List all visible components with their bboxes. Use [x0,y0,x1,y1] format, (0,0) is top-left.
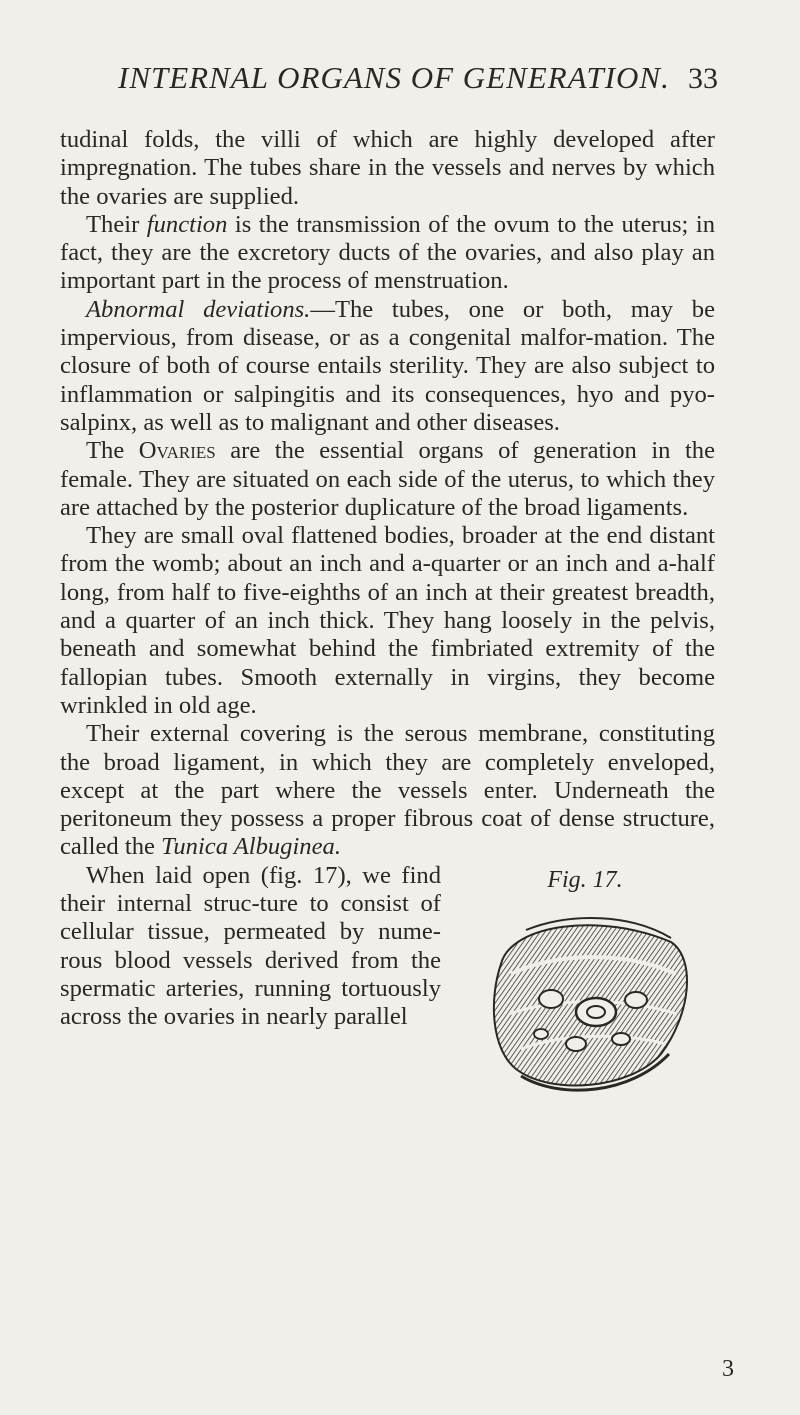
term-abnormal-deviations: Abnormal deviations. [86,295,311,323]
page-number: 33 [688,62,718,95]
term-ovaries: Ovaries [138,437,216,465]
paragraph-ovary-shape: They are small oval flattened bodies, broader at the end distant from the womb; about an inch and a-quarter or an inch and a-half long, from half to five-eighths of an inch at their greatest breadth, and a quarter of an inch thick. They hang loosely in the pelvis, beneath and somewhat behind the fimbriated extremity of the fallopian tubes. Smooth externally in virgins, they become wrinkled in old age. [60,522,715,719]
page-header [118,60,718,104]
body-text [60,126,715,1136]
paragraph-function: Their function is the transmission of the ovum to the uterus; in fact, they are the excretory ducts of the ovaries, and also play an important part in the process of menstruation. [60,210,716,295]
paragraph-abnormal-deviations: Abnormal deviations.—The tubes, one or both, may be impervious, from disease, or as a congenital malfor-mation. The closure of both of course entails sterility. They are also subject to inflammation or salpingitis and its consequences, hyo and pyo-salpinx, as well as to malignant and other diseases. [60,295,715,436]
figure-17 [455,866,715,1136]
figure-caption: Fig. 17. [547,866,623,893]
signature-mark: 3 [722,1356,734,1382]
paragraph-tubes-folds: tudinal folds, the villi of which are highly developed after impregnation. The tubes share in the vessels and nerves by which the ovaries are supplied. [60,126,715,210]
running-head: INTERNAL ORGANS OF GENERATION. [118,60,670,95]
paragraph-external-covering: Their external covering is the serous membrane, constituting the broad ligament, in which they are completely enveloped, except at the part where the vessels enter. Underneath the peritoneum they possess a proper fibrous coat of dense structure, called the Tunica Albuginea. [60,720,715,861]
ovary-section-illustration [481,904,701,1104]
paragraph-internal-structure: When laid open (fig. 17), we find their internal struc-ture to consist of cellular tissue, permeated by nume-rous blood vessels derived from the spermatic arteries, running tortuously across the ovaries in nearly parallel [60,861,441,1031]
paragraph-ovaries: The Ovaries are the essential organs of generation in the female. They are situated on each side of the uterus, to which they are attached by the posterior duplicature of the broad ligaments. [60,437,715,521]
term-tunica-albuginea: Tunica Albuginea. [161,833,341,861]
term-function: function [146,210,228,238]
